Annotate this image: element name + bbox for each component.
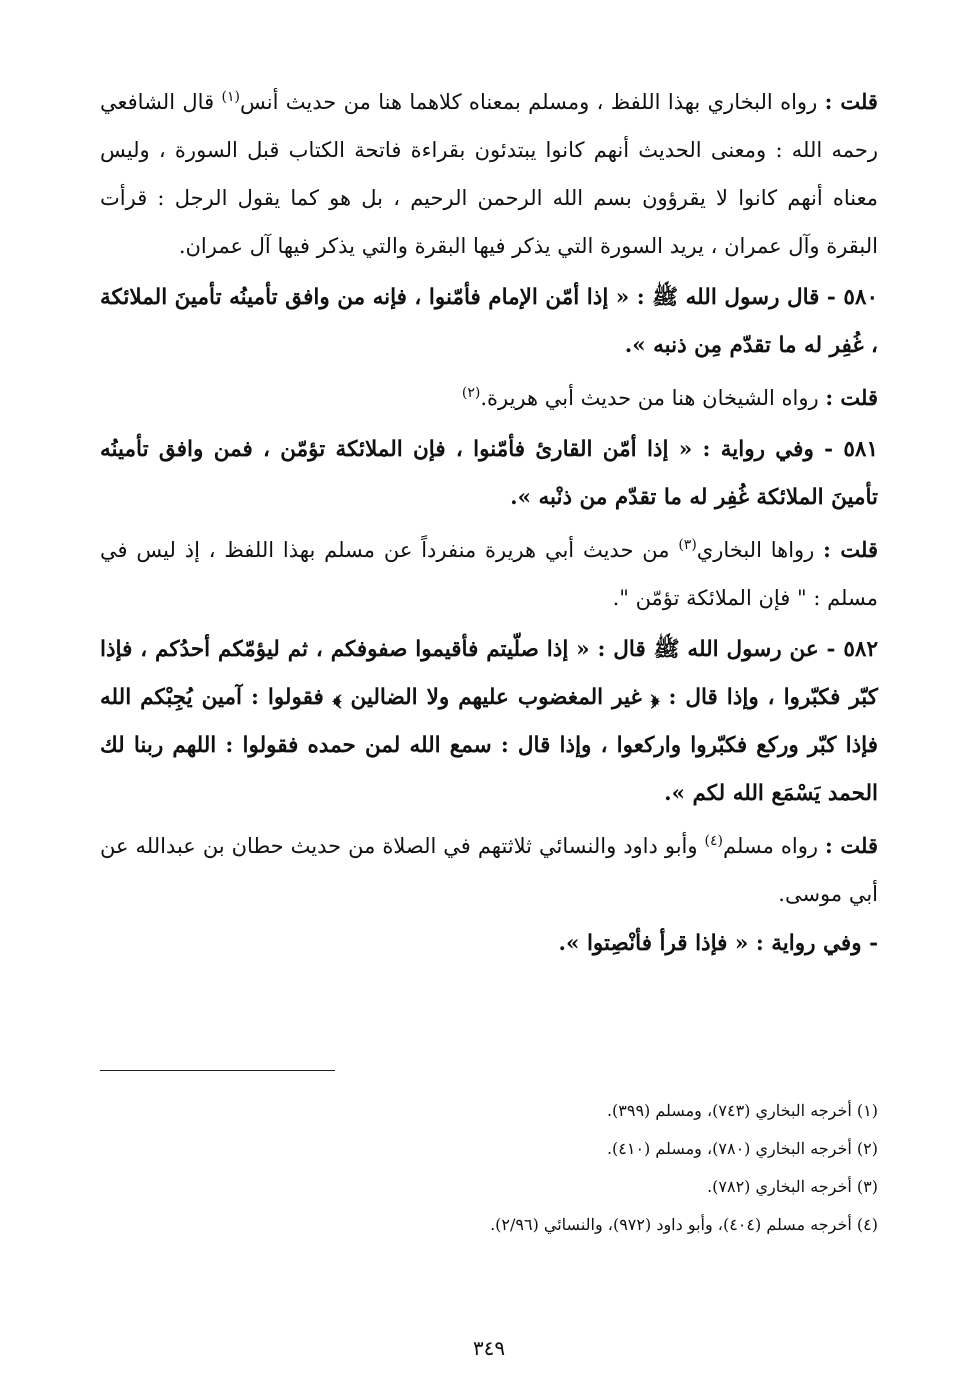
commentary-text-continued: قال الشافعي رحمه الله : ومعنى الحديث أنهم كانوا يبتدئون بقراءة فاتحة الكتاب قبل السورة ، وليس معناه أنهم كانوا لا يقرؤون بسم الله الرحمن الرحيم ، بل هو كما يقول الرجل : قرأت البقرة وآل عمران ، يريد السورة التي يذكر فيها البقرة والتي يذكر فيها آل عمران. bbox=[100, 90, 878, 258]
commentary-lead: قلت : bbox=[825, 833, 878, 858]
footnote-ref-1[interactable]: (١) bbox=[221, 89, 240, 105]
footnote-4: (٤) أخرجه مسلم (٤٠٤)، وأبو داود (٩٧٢)، والنسائي (٢/٩٦). bbox=[490, 1215, 878, 1234]
footnote-3: (٣) أخرجه البخاري (٧٨٢). bbox=[707, 1177, 878, 1196]
commentary-paragraph-1 bbox=[100, 78, 878, 270]
commentary-text: رواه مسلم bbox=[722, 834, 825, 858]
commentary-text: رواه البخاري بهذا اللفظ ، ومسلم بمعناه كلاهما هنا من حديث أنس bbox=[239, 90, 825, 114]
commentary-paragraph-2 bbox=[100, 374, 878, 422]
footnote-divider bbox=[100, 1070, 335, 1071]
commentary-text: رواها البخاري bbox=[696, 538, 824, 562]
footnote-1: (١) أخرجه البخاري (٧٤٣)، ومسلم (٣٩٩). bbox=[606, 1101, 878, 1120]
hadith-582: ٥٨٢ - عن رسول الله ﷺ قال : « إذا صلّيتم فأقيموا صفوفكم ، ثم ليؤمّكم أحدُكم ، فإذا كبّر فكبّروا ، وإذا قال : ﴿ غير المغضوب عليهم ولا الضالين ﴾ فقولوا : آمين يُجِبْكم الله فإذا كبّر وركع فكبّروا واركعوا ، وإذا قال : سمع الله لمن حمده فقولوا : اللهم ربنا لك الحمد يَسْمَع الله لكم ». bbox=[100, 637, 878, 806]
hadith-variant: - وفي رواية : « فإذا قرأ فأنْصِتوا ». bbox=[558, 931, 878, 956]
commentary-lead: قلت : bbox=[825, 385, 878, 410]
page-number: ٣٤٩ bbox=[472, 1336, 506, 1360]
footnote-ref-2[interactable]: (٢) bbox=[461, 385, 481, 401]
hadith-581: ٥٨١ - وفي رواية : « إذا أمّن القارئ فأمّنوا ، فإن الملائكة تؤمّن ، فمن وافق تأمينُه تأمينَ الملائكة غُفِر له ما تقدّم من ذنْبه ». bbox=[100, 437, 878, 510]
footnote-2: (٢) أخرجه البخاري (٧٨٠)، ومسلم (٤١٠). bbox=[606, 1139, 878, 1158]
footnotes bbox=[100, 1092, 878, 1244]
commentary-text-continued: وأبو داود والنسائي ثلاثتهم في الصلاة من حديث حطان بن عبدالله عن أبي موسى. bbox=[100, 834, 878, 906]
footnote-ref-3[interactable]: (٣) bbox=[678, 537, 697, 553]
commentary-lead: قلت : bbox=[824, 89, 878, 114]
commentary-lead: قلت : bbox=[823, 537, 878, 562]
page-body bbox=[100, 78, 878, 1360]
hadith-580: ٥٨٠ - قال رسول الله ﷺ : « إذا أمّن الإمام فأمّنوا ، فإنه من وافق تأمينُه تأمينَ الملائكة ، غُفِر له ما تقدّم مِن ذنبه ». bbox=[100, 285, 878, 358]
commentary-paragraph-4 bbox=[100, 822, 878, 918]
footnote-ref-4[interactable]: (٤) bbox=[704, 833, 723, 849]
commentary-text-continued: من حديث أبي هريرة منفرداً عن مسلم بهذا اللفظ ، إذ ليس في مسلم : " فإن الملائكة تؤمّن ". bbox=[100, 538, 878, 610]
commentary-text: رواه الشيخان هنا من حديث أبي هريرة. bbox=[480, 386, 826, 410]
commentary-paragraph-3 bbox=[100, 526, 878, 622]
